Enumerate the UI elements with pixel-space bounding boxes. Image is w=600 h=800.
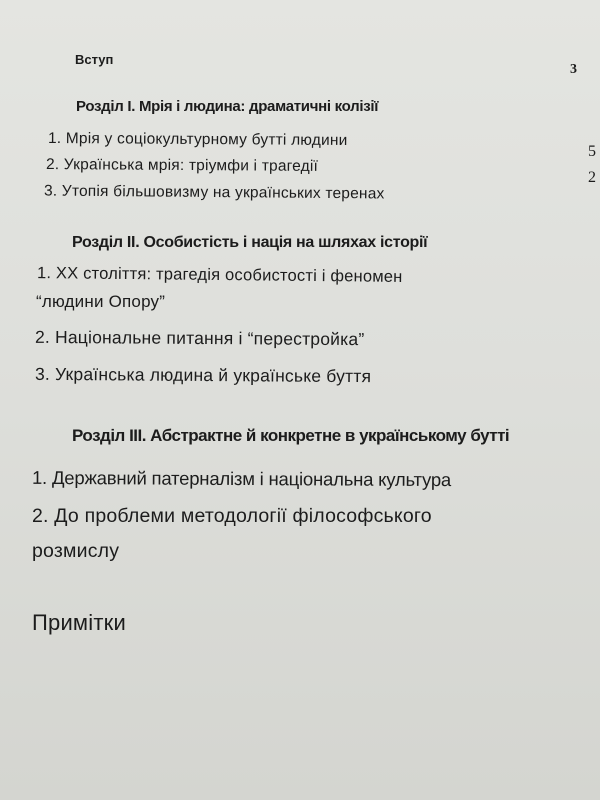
toc-item-1-2: 2. Українська мрія: тріумфи і трагедії [45,156,319,175]
toc-item-1-1: 1. Мрія у соціокультурному бутті людини [47,129,348,150]
toc-page-num-1-1: 5 [588,143,596,160]
toc-item-2-3: 3. Українська людина й українське буття [34,363,372,387]
toc-item-2-1-line-2: “людини Опору” [36,292,166,311]
toc-item-3-2-line-2: розмислу [32,540,120,562]
toc-item-3-1: 1. Державний патерналізм і національна культура [31,466,452,491]
toc-item-3-2-line-1: 2. До проблеми методології філософського [32,505,432,527]
toc-intro-page: 3 [570,62,577,77]
toc-page-num-1-2: 2 [588,169,596,186]
toc-item-2-2: 2. Національне питання і “перестройка” [34,326,365,350]
toc-intro: Вступ [75,52,114,67]
toc-item-2-1-line-1: 1. XX століття: трагедія особистості і феномен [36,264,403,286]
toc-item-1-3: 3. Утопія більшовизму на українських теренах [43,182,385,203]
toc-notes: Примітки [32,610,126,635]
section-3-title: Розділ ІІІ. Абстрактне й конкретне в українському бутті [72,426,510,445]
section-2-title: Розділ ІІ. Особистість і нація на шляхах історії [72,234,428,251]
section-1-title: Розділ І. Мрія і людина: драматичні колізії [76,98,379,115]
